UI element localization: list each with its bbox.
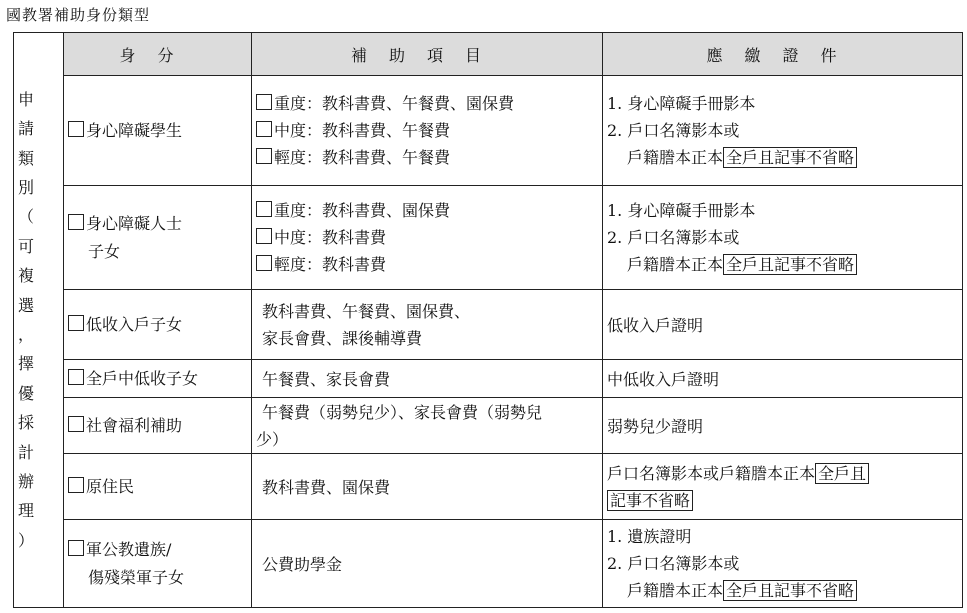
subsidy-cell: 教科書費、園保費 <box>252 454 603 520</box>
identity-cell: 社會福利補助 <box>64 398 252 454</box>
checkbox[interactable] <box>256 94 272 110</box>
checkbox[interactable] <box>68 369 84 385</box>
subsidy-cell: 重度：教科書費、午餐費、園保費 中度：教科書費、午餐費 輕度：教科書費、午餐費 <box>252 76 603 186</box>
documents-cell: 弱勢兒少證明 <box>603 398 963 454</box>
identity-cell: 原住民 <box>64 454 252 520</box>
subsidy-cell: 教科書費、午餐費、園保費、 家長會費、課後輔導費 <box>252 290 603 360</box>
checkbox[interactable] <box>256 228 272 244</box>
table-row <box>14 76 963 186</box>
table-row <box>14 454 963 520</box>
table-row <box>14 360 963 398</box>
identity-cell: 軍公教遺族/ 傷殘榮軍子女 <box>64 520 252 608</box>
checkbox[interactable] <box>68 540 84 556</box>
identity-cell: 低收入戶子女 <box>64 290 252 360</box>
documents-cell: 戶口名簿影本或戶籍謄本正本 全戶且 記事不省略 <box>603 454 963 520</box>
header-identity: 身分 <box>64 33 252 76</box>
checkbox[interactable] <box>256 148 272 164</box>
checkbox[interactable] <box>68 214 84 230</box>
checkbox[interactable] <box>256 121 272 137</box>
table-row <box>14 290 963 360</box>
checkbox[interactable] <box>68 121 84 137</box>
header-subsidy: 補助項目 <box>252 33 603 76</box>
documents-cell: 中低收入戶證明 <box>603 360 963 398</box>
identity-cell: 全戶中低收子女 <box>64 360 252 398</box>
identity-cell: 身心障礙人士 子女 <box>64 186 252 290</box>
documents-cell: 1. 遺族證明 2. 戶口名簿影本或 戶籍謄本正本 全戶且記事不省略 <box>603 520 963 608</box>
subsidy-cell: 公費助學金 <box>252 520 603 608</box>
checkbox[interactable] <box>68 477 84 493</box>
category-side-label: 申 請 類 別 （ 可 複 選 ， 擇 優 採 計 辦 理 ） <box>14 33 64 608</box>
documents-cell: 1. 身心障礙手冊影本 2. 戶口名簿影本或 戶籍謄本正本 全戶且記事不省略 <box>603 76 963 186</box>
subsidy-cell: 重度：教科書費、園保費 中度：教科書費 輕度：教科書費 <box>252 186 603 290</box>
page-title: 國教署補助身份類型 <box>6 6 151 24</box>
subsidy-cell: 午餐費、家長會費 <box>252 360 603 398</box>
subsidy-cell: 午餐費（弱勢兒少）、家長會費（弱勢兒 少） <box>252 398 603 454</box>
checkbox[interactable] <box>256 201 272 217</box>
checkbox[interactable] <box>68 315 84 331</box>
header-documents: 應繳證件 <box>603 33 963 76</box>
table-row <box>14 398 963 454</box>
documents-cell: 1. 身心障礙手冊影本 2. 戶口名簿影本或 戶籍謄本正本 全戶且記事不省略 <box>603 186 963 290</box>
header-row <box>14 33 963 76</box>
documents-cell: 低收入戶證明 <box>603 290 963 360</box>
checkbox[interactable] <box>68 416 84 432</box>
table-row <box>14 186 963 290</box>
checkbox[interactable] <box>256 255 272 271</box>
identity-cell: 身心障礙學生 <box>64 76 252 186</box>
table-row <box>14 520 963 608</box>
subsidy-table <box>13 32 963 608</box>
